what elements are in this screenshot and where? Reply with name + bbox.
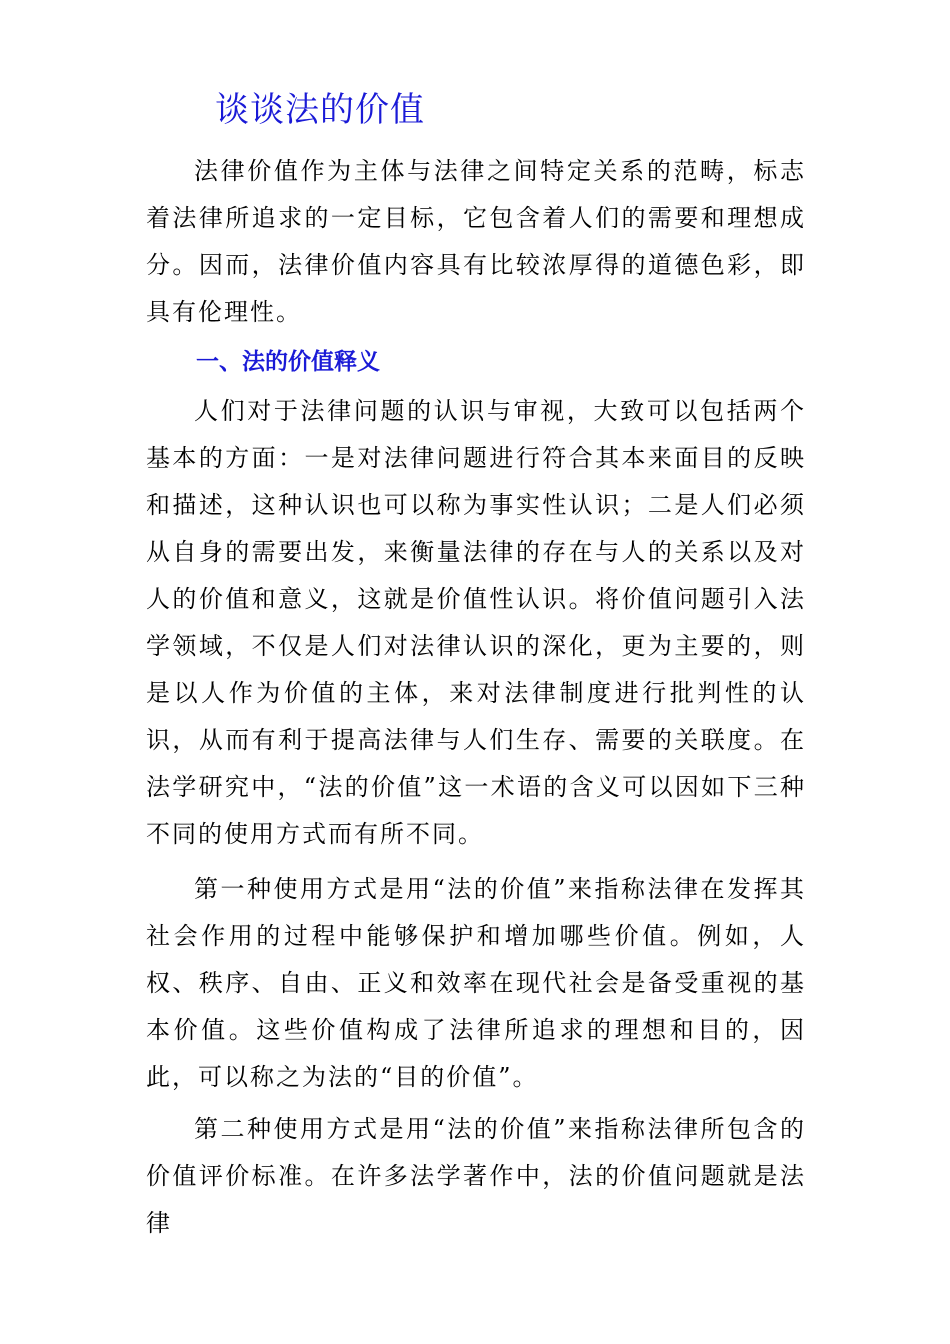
explanation-paragraph: 人们对于法律问题的认识与审视，大致可以包括两个基本的方面：一是对法律问题进行符合其本来面目的反映和描述，这种认识也可以称为事实性认识；二是人们必须从自身的需要出发，来衡量法律的存在与人的关系以及对人的价值和意义，这就是价值性认识。将价值问题引入法学领域，不仅是人们对法律认识的深化，更为主要的，则是以人作为价值的主体，来对法律制度进行批判性的认识，从而有利于提高法律与人们生存、需要的关联度。在法学研究中，“法的价值”这一术语的含义可以因如下三种不同的使用方式而有所不同。 bbox=[146, 397, 806, 848]
intro-paragraph: 法律价值作为主体与法律之间特定关系的范畴，标志着法律所追求的一定目标，它包含着人们的需要和理想成分。因而，法律价值内容具有比较浓厚得的道德色彩，即具有伦理性。 bbox=[146, 157, 806, 326]
second-usage-paragraph: 第二种使用方式是用“法的价值”来指称法律所包含的价值评价标准。在许多法学著作中，法的价值问题就是法律 bbox=[146, 1115, 806, 1237]
first-usage-paragraph: 第一种使用方式是用“法的价值”来指称法律在发挥其社会作用的过程中能够保护和增加哪些价值。例如，人权、秩序、自由、正义和效率在现代社会是备受重视的基本价值。这些价值构成了法律所追求的理想和目的，因此，可以称之为法的“目的价值”。 bbox=[146, 875, 806, 1091]
section-heading: 一、法的价值释义 bbox=[196, 349, 380, 375]
page-title: 谈谈法的价值 bbox=[215, 90, 425, 130]
